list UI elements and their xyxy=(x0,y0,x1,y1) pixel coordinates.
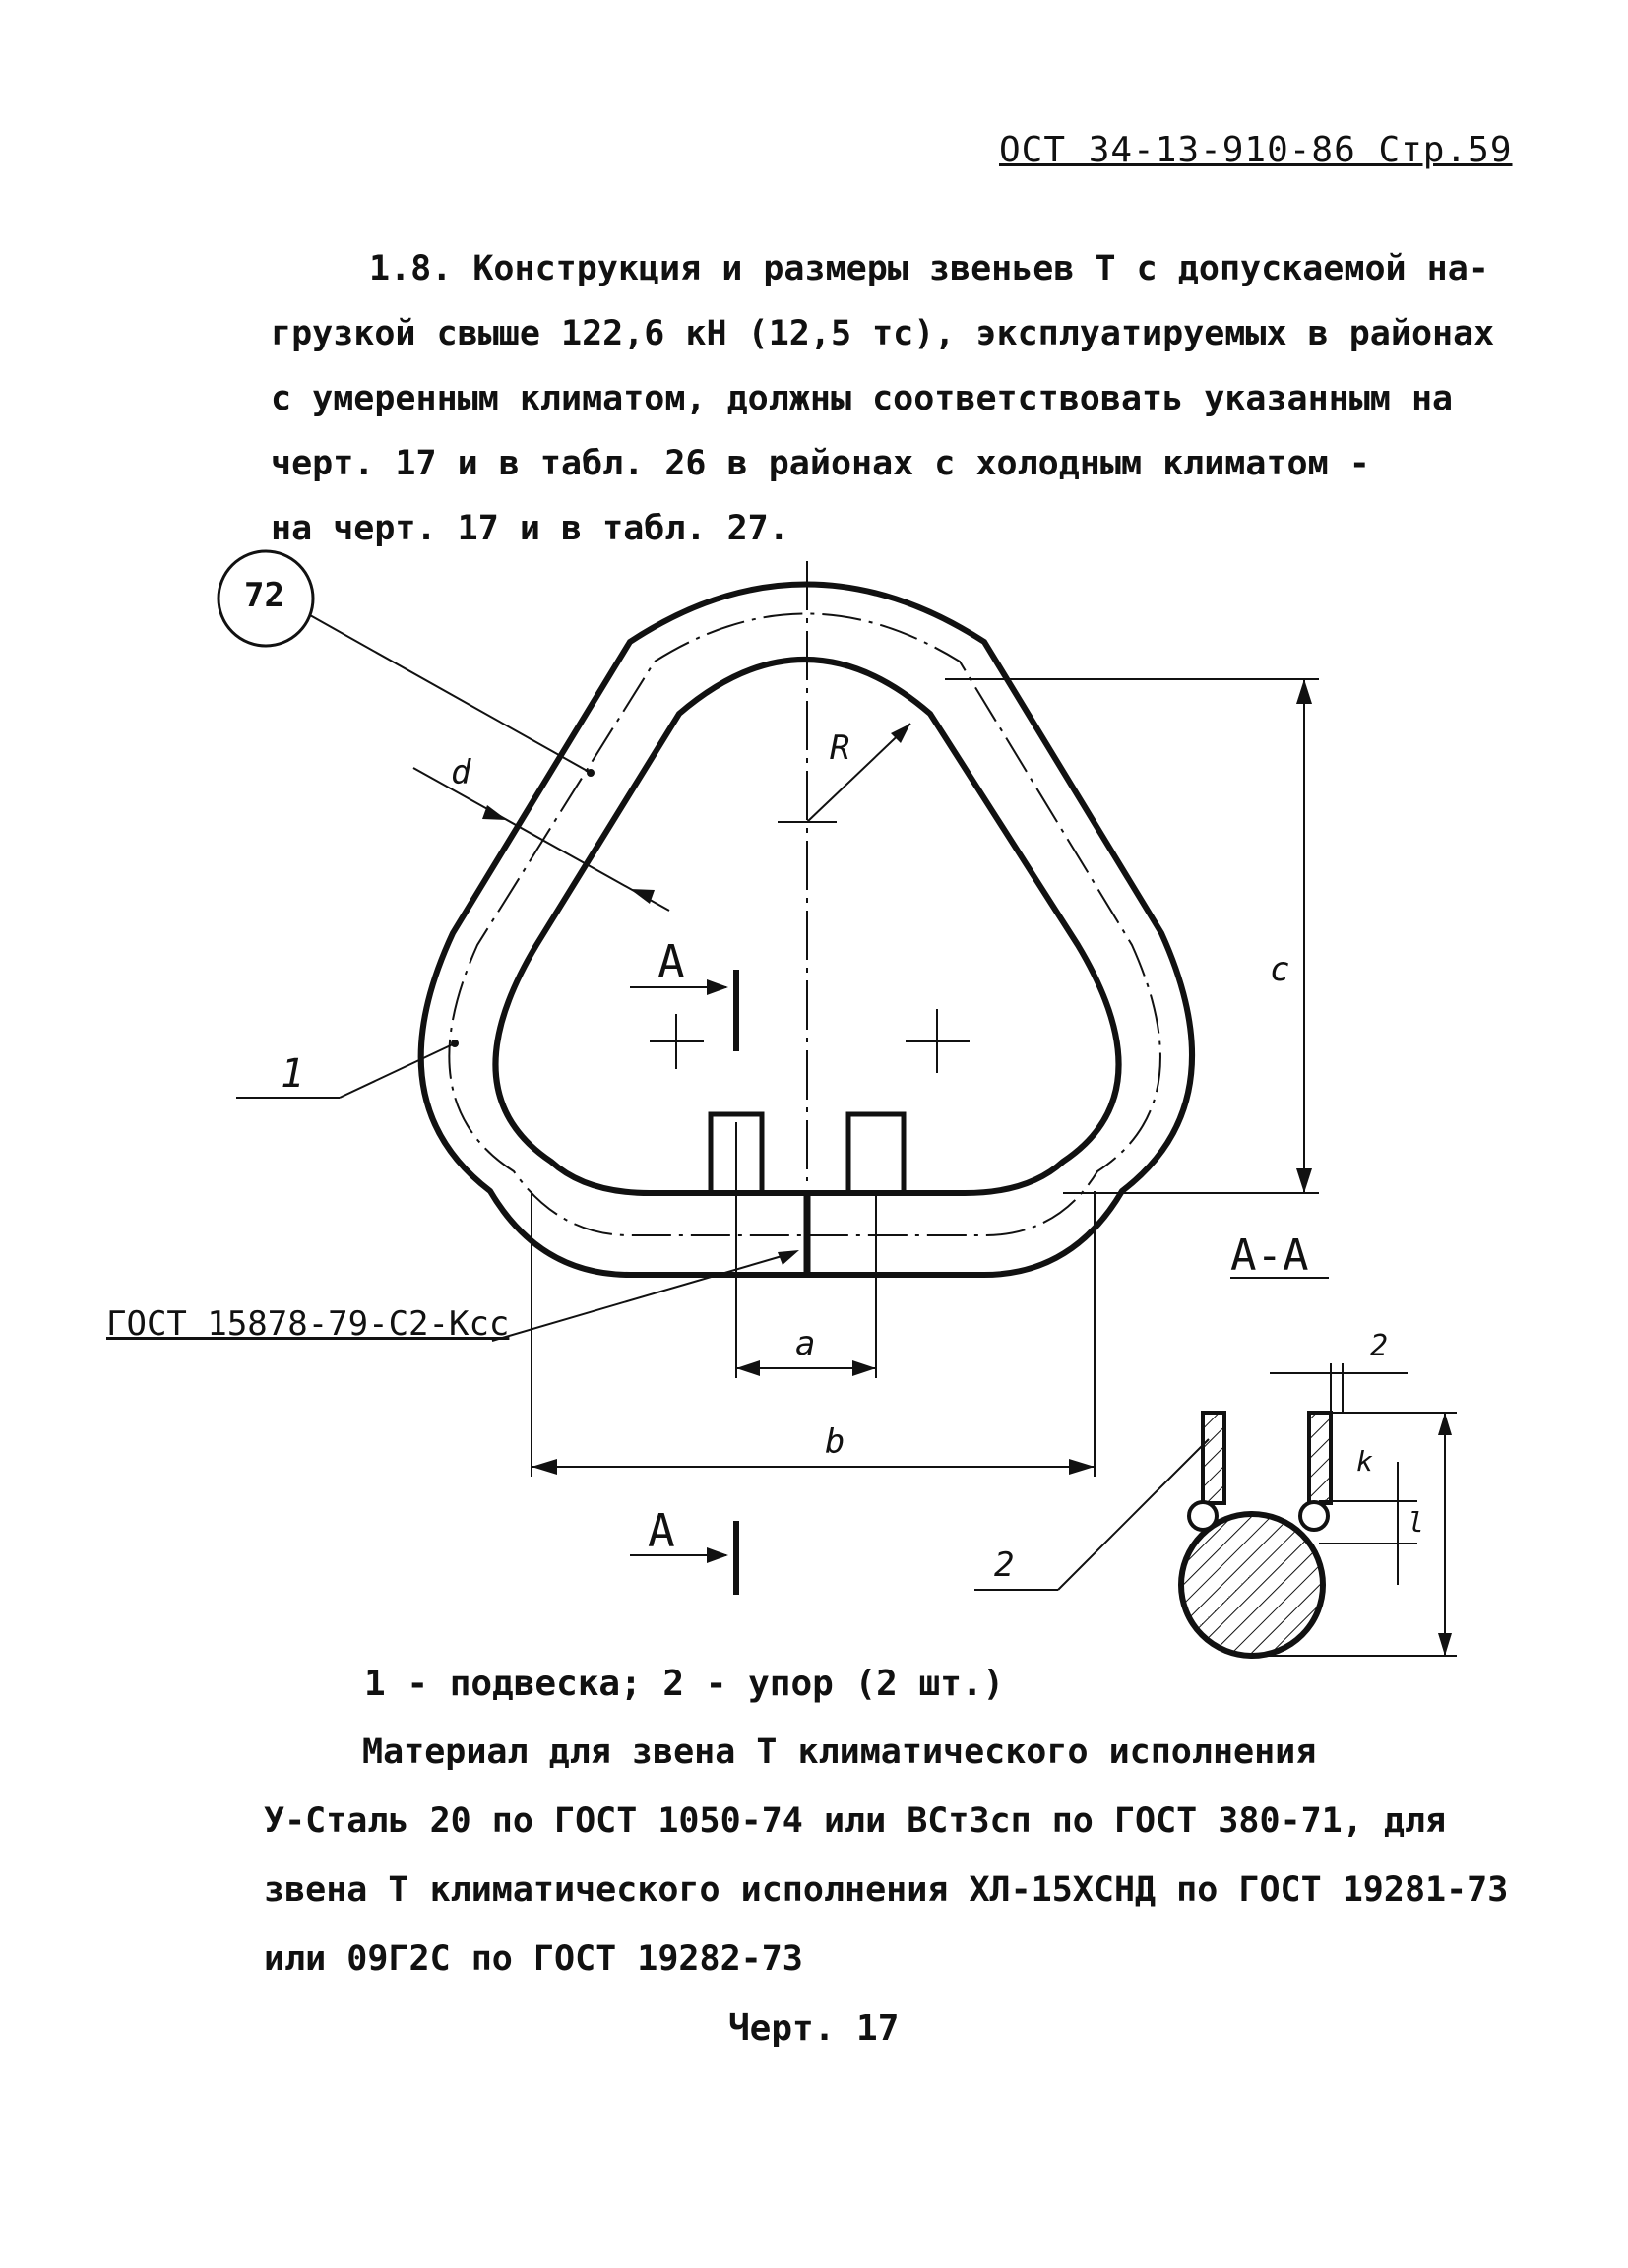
dim-l-arrow-bottom xyxy=(1438,1633,1452,1656)
material-note xyxy=(264,1718,1543,1993)
section-title: A-A xyxy=(1230,1230,1309,1281)
paragraph-line: с умеренным климатом, должны соответствовать указанным на xyxy=(271,379,1454,418)
label-dim-2: 2 xyxy=(1370,1329,1389,1363)
label-part-2: 2 xyxy=(994,1545,1015,1585)
paragraph-line: черт. 17 и в табл. 26 в районах с холодным климатом - xyxy=(271,444,1370,483)
section-stop-left xyxy=(1203,1413,1224,1503)
stop-right xyxy=(848,1114,904,1193)
label-dim-l: l xyxy=(1408,1506,1424,1539)
material-line: или 09Г2С по ГОСТ 19282-73 xyxy=(264,1939,803,1979)
paragraph-line: на черт. 17 и в табл. 27. xyxy=(271,509,789,548)
radius-leader xyxy=(807,724,910,822)
b-arrow-right xyxy=(1069,1459,1095,1475)
dim-l-arrow-top xyxy=(1438,1413,1452,1435)
a-arrow-left xyxy=(736,1360,760,1376)
weld-reference: ГОСТ 15878-79-С2-Ксс xyxy=(106,1304,510,1344)
weld-bead-right xyxy=(1300,1502,1328,1530)
c-arrow-top xyxy=(1296,679,1312,704)
c-arrow-bottom xyxy=(1296,1168,1312,1193)
section-stop-right xyxy=(1309,1413,1331,1503)
reference-leader xyxy=(310,615,591,773)
document-header: ОСТ 34-13-910-86 Стр.59 xyxy=(999,130,1513,170)
weld-leader-arrow xyxy=(778,1250,799,1265)
link-center-line xyxy=(449,614,1160,1236)
center-mark-left xyxy=(650,1014,704,1069)
material-line: звена Т климатического исполнения ХЛ-15ХСНД по ГОСТ 19281-73 xyxy=(264,1870,1509,1910)
label-c: c xyxy=(1270,950,1290,989)
paragraph-line: 1.8. Конструкция и размеры звеньев Т с допускаемой на- xyxy=(369,249,1489,288)
material-line: У-Сталь 20 по ГОСТ 1050-74 или ВСт3сп по ГОСТ 380-71, для xyxy=(264,1801,1447,1841)
material-line: Материал для звена Т климатического исполнения xyxy=(362,1732,1317,1772)
reference-circle-label: 72 xyxy=(244,576,284,615)
weld-leader xyxy=(492,1252,795,1341)
part-1-leader xyxy=(340,1043,455,1098)
label-dim-k: k xyxy=(1356,1445,1373,1478)
part-1-leader-dot xyxy=(451,1040,459,1047)
paragraph-line: грузкой свыше 122,6 кН (12,5 тс), эксплуатируемых в районах xyxy=(271,314,1495,353)
a-arrow-right xyxy=(852,1360,876,1376)
label-d: d xyxy=(451,753,471,792)
label-R: R xyxy=(830,728,850,768)
b-arrow-left xyxy=(532,1459,557,1475)
parts-legend: 1 - подвеска; 2 - упор (2 шт.) xyxy=(364,1664,1005,1704)
center-mark-right xyxy=(906,1009,970,1073)
label-b: b xyxy=(825,1422,845,1462)
section-arrow-bottom xyxy=(707,1547,728,1563)
drawing-caption: Черт. 17 xyxy=(728,2008,900,2048)
label-section-bottom: A xyxy=(648,1504,675,1557)
label-part-1: 1 xyxy=(281,1051,305,1097)
section-arrow-top xyxy=(707,979,728,995)
d-arrow-2 xyxy=(630,889,655,904)
label-a: a xyxy=(795,1324,816,1363)
reference-leader-dot xyxy=(587,769,595,777)
label-section-top: A xyxy=(657,935,685,988)
weld-bead-left xyxy=(1189,1502,1217,1530)
